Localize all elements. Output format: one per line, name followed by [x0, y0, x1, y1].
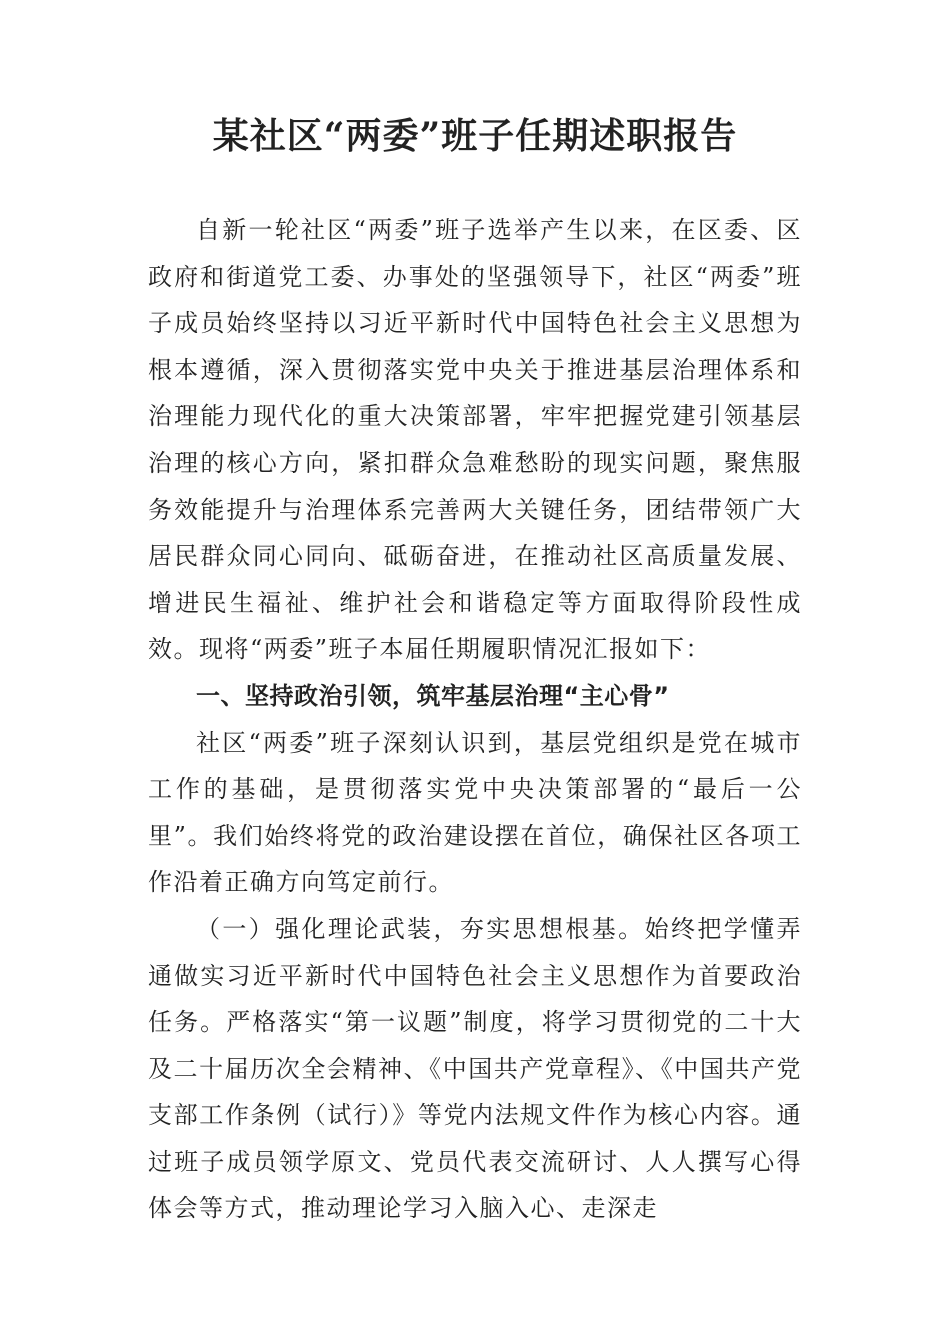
section-heading: 一、坚持政治引领，筑牢基层治理“主心骨”	[196, 681, 670, 710]
subsection-paragraph	[148, 906, 802, 1232]
intro-paragraph: 自新一轮社区“两委”班子选举产生以来，在区委、区政府和街道党工委、办事处的坚强领导下，社区“两委”班子成员始终坚持以习近平新时代中国特色社会主义思想为根本遵循，深入贯彻落实党中央关于推进基层治理体系和治理能力现代化的重大决策部署，牢牢把握党建引领基层治理的核心方向，紧扣群众急难愁盼的现实问题，聚焦服务效能提升与治理体系完善两大关键任务，团结带领广大居民群众同心同向、砥砺奋进，在推动社区高质量发展、增进民生福祉、维护社会和谐稳定等方面取得阶段性成效。现将“两委”班子本届任期履职情况汇报如下：	[148, 216, 802, 664]
document-body	[148, 207, 802, 1232]
subsection-heading: （一）强化理论武装，夯实思想根基。	[196, 914, 645, 943]
document-title: 某社区“两委”班子任期述职报告	[212, 115, 738, 157]
section-paragraph: 社区“两委”班子深刻认识到，基层党组织是党在城市工作的基础，是贯彻落实党中央决策部署的“最后一公里”。我们始终将党的政治建设摆在首位，确保社区各项工作沿着正确方向笃定前行。	[148, 728, 802, 897]
subsection-text: 始终把学懂弄通做实习近平新时代中国特色社会主义思想作为首要政治任务。严格落实“第一议题”制度，将学习贯彻党的二十大及二十届历次全会精神、《中国共产党章程》、《中国共产党支部工作条例（试行）》等党内法规文件作为核心内容。通过班子成员领学原文、党员代表交流研讨、人人撰写心得体会等方式，推动理论学习入脑入心、走深走	[148, 914, 803, 1223]
